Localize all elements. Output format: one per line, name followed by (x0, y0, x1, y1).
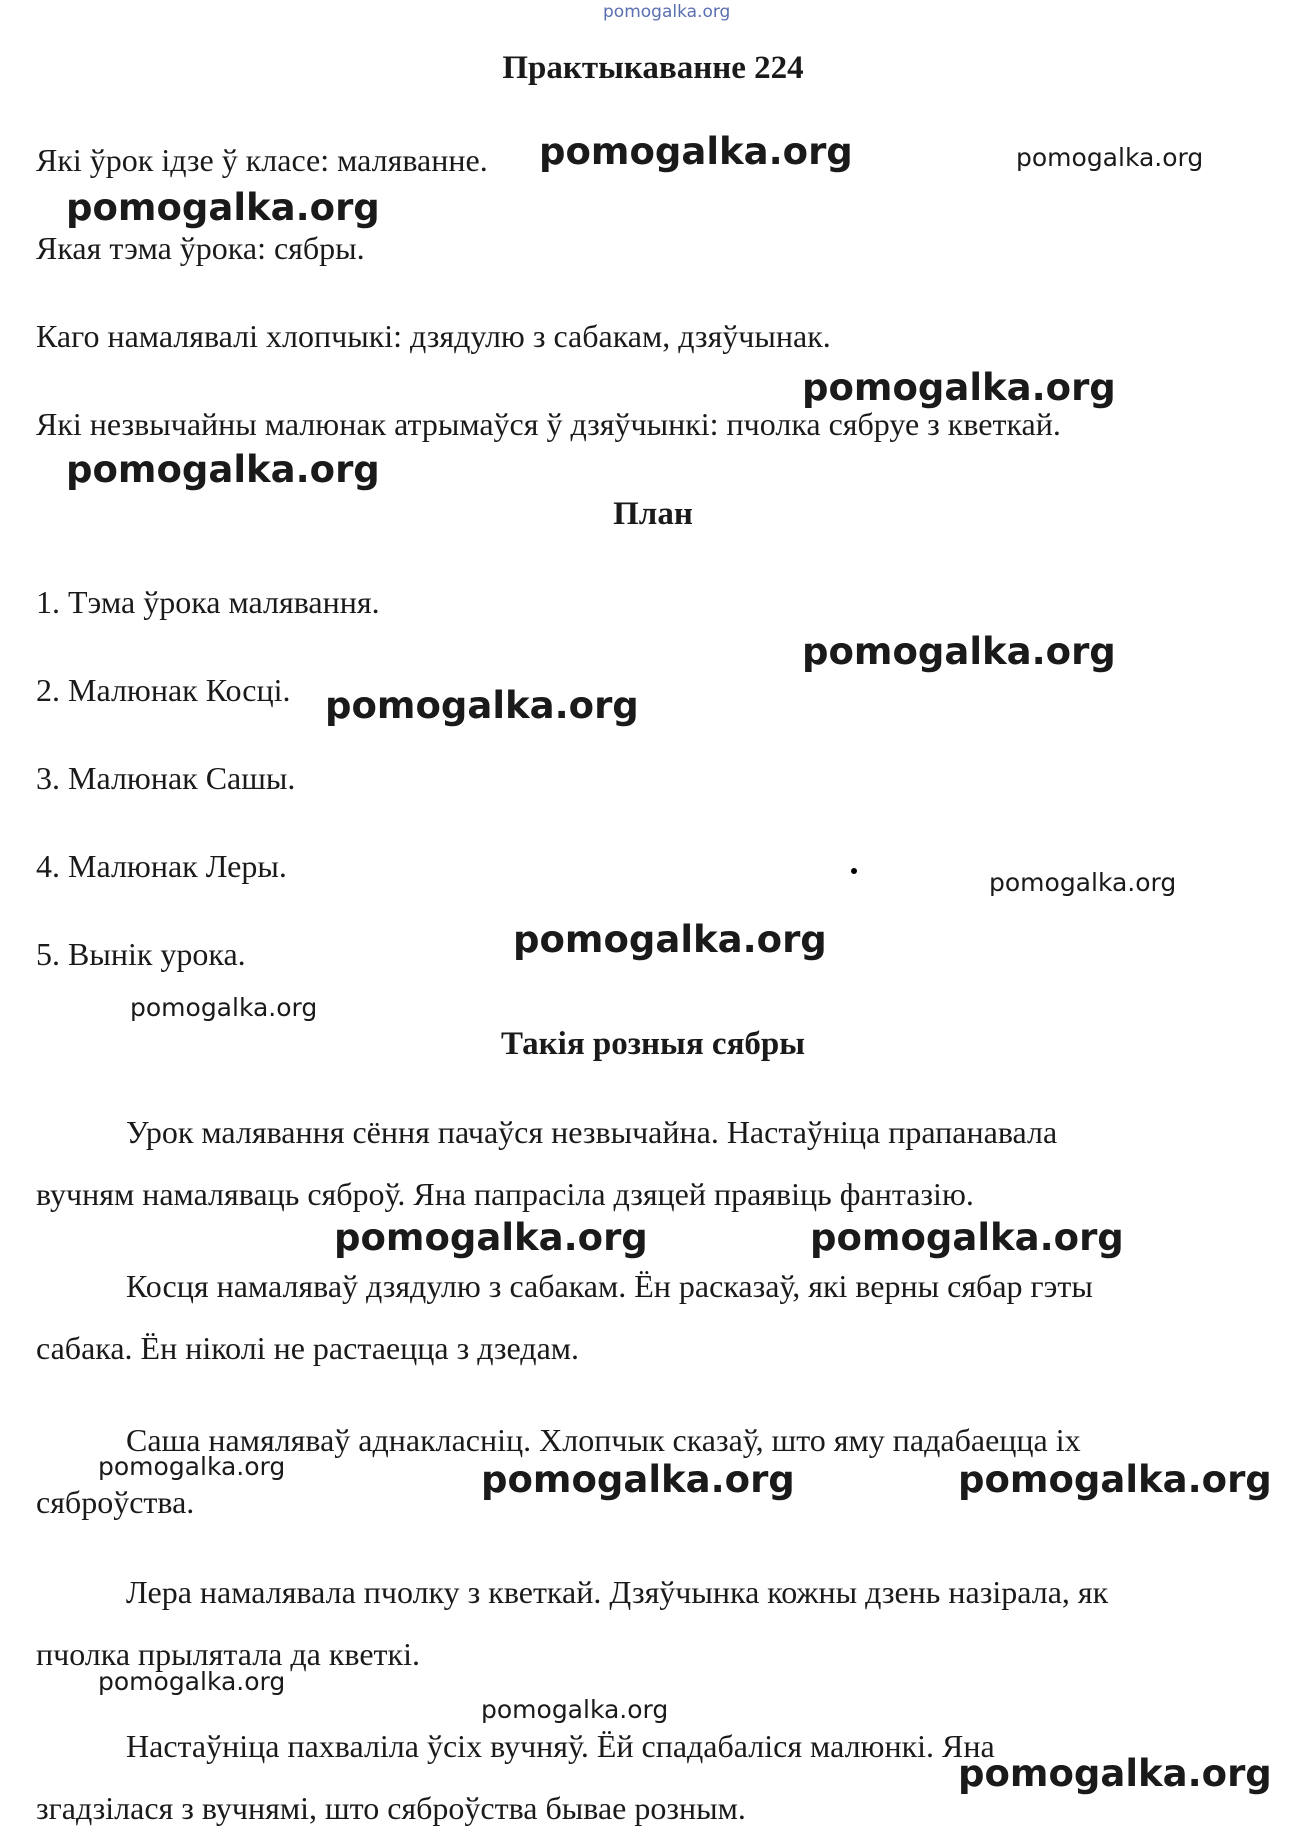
plan-item-5: 5. Вынік урока. (36, 936, 246, 972)
watermark: pomogalka.org (130, 993, 318, 1022)
watermark: pomogalka.org (513, 918, 827, 961)
watermark: pomogalka.org (958, 1458, 1272, 1501)
plan-item-4: 4. Малюнак Леры. (36, 848, 287, 884)
watermark: pomogalka.org (481, 1458, 795, 1501)
watermark: pomogalka.org (325, 684, 639, 727)
watermark: pomogalka.org (66, 186, 380, 229)
watermark: pomogalka.org (810, 1216, 1124, 1259)
watermark: pomogalka.org (334, 1216, 648, 1259)
watermark: pomogalka.org (98, 1452, 286, 1481)
story-line-6: сяброўства. (36, 1484, 195, 1520)
watermark: pomogalka.org (539, 130, 853, 173)
watermark: pomogalka.org (989, 868, 1177, 897)
plan-item-2: 2. Малюнак Косці. (36, 672, 291, 708)
story-line-7: Лера намалявала пчолку з кветкай. Дзяўчынка кожны дзень назірала, як (126, 1574, 1109, 1610)
story-line-5: Саша намяляваў аднакласніц. Хлопчык сказаў, што яму падабаецца іх (126, 1422, 1081, 1458)
watermark: pomogalka.org (98, 1667, 286, 1696)
answer-4: Які незвычайны малюнак атрымаўся ў дзяўчынкі: пчолка сябруе з кветкай. (36, 406, 1061, 442)
story-title: Такія розныя сябры (500, 1026, 806, 1062)
watermark: pomogalka.org (66, 448, 380, 491)
answer-1: Які ўрок ідзе ў класе: маляванне. (36, 142, 488, 178)
page-title: Практыкаванне 224 (502, 50, 804, 86)
story-line-8: пчолка прылятала да кветкі. (36, 1636, 420, 1672)
watermark: pomogalka.org (802, 630, 1116, 673)
story-line-10: згадзілася з вучнямі, што сяброўства бывае розным. (36, 1790, 746, 1826)
header-watermark: pomogalka.org (603, 2, 731, 22)
answer-3: Каго намалявалі хлопчыкі: дзядулю з сабакам, дзяўчынак. (36, 318, 831, 354)
watermark: pomogalka.org (802, 366, 1116, 409)
watermark: pomogalka.org (481, 1695, 669, 1724)
watermark: pomogalka.org (1016, 143, 1204, 172)
story-line-3: Косця намаляваў дзядулю з сабакам. Ён расказаў, які верны сябар гэты (126, 1268, 1093, 1304)
watermark: pomogalka.org (958, 1752, 1272, 1795)
plan-item-1: 1. Тэма ўрока малявання. (36, 584, 380, 620)
story-line-9: Настаўніца пахваліла ўсіх вучняў. Ёй спадабаліся малюнкі. Яна (126, 1728, 995, 1764)
story-line-4: сабака. Ён ніколі не растаецца з дзедам. (36, 1330, 580, 1366)
stray-dot (851, 868, 857, 874)
story-line-2: вучням намаляваць сяброў. Яна папрасіла дзяцей праявіць фантазію. (36, 1176, 974, 1212)
plan-item-3: 3. Малюнак Сашы. (36, 760, 296, 796)
answer-2: Якая тэма ўрока: сябры. (36, 230, 365, 266)
plan-title: План (613, 496, 693, 532)
story-line-1: Урок малявання сёння пачаўся незвычайна. Настаўніца прапанавала (126, 1114, 1058, 1150)
